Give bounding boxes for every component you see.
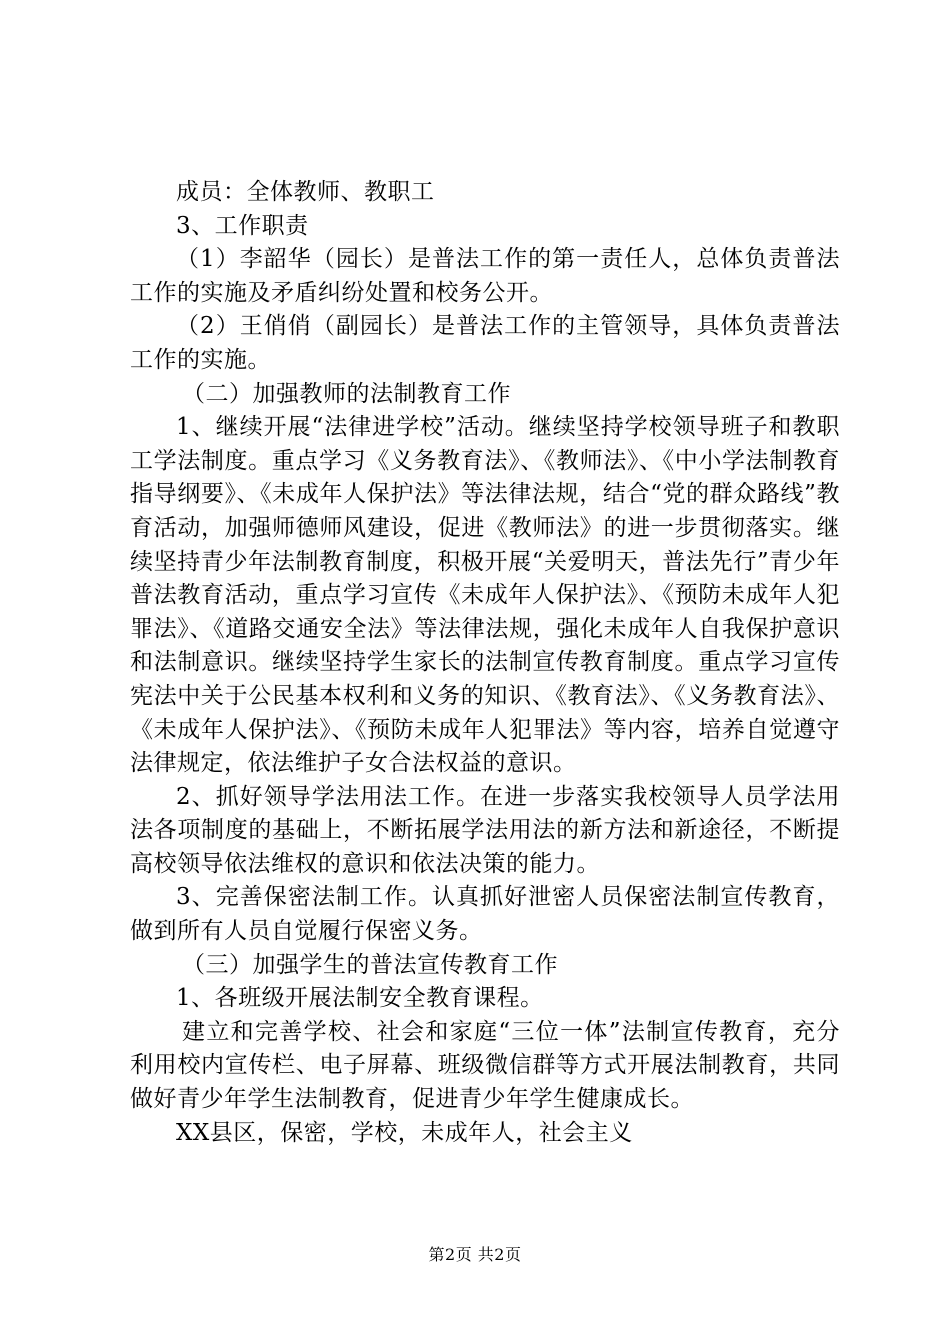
paragraph-confidentiality: 3、完善保密法制工作。认真抓好泄密人员保密法制宣传教育，做到所有人员自觉履行保密义务。 (130, 884, 840, 945)
page-number-footer: 第2页 共2页 (428, 1245, 522, 1264)
duty-item-2: （2）王俏俏（副园长）是普法工作的主管领导，具体负责普法工作的实施。 (130, 313, 840, 373)
duties-heading: 3、工作职责 (176, 212, 309, 239)
duty-item-1: （1）李韶华（园长）是普法工作的第一责任人，总体负责普法工作的实施及矛盾纠纷处置和校务公开。 (130, 246, 840, 306)
section-heading-2: （二）加强教师的法制教育工作 (182, 380, 511, 407)
paragraph-three-in-one: 建立和完善学校、社会和家庭“三位一体”法制宣传教育，充分利用校内宣传栏、电子屏幕、班级微信群等方式开展法制教育，共同做好青少年学生法制教育，促进青少年学生健康成长。 (130, 1018, 840, 1113)
members-line: 成员：全体教师、教职工 (176, 179, 435, 205)
paragraph-class-courses: 1、各班级开展法制安全教育课程。 (176, 985, 544, 1012)
paragraph-leadership-study: 2、抓好领导学法用法工作。在进一步落实我校领导人员学法用法各项制度的基础上，不断拓展学法用法的新方法和新途径，不断提高校领导依法维权的意识和依法决策的能力。 (130, 783, 840, 877)
keywords-line: XX县区，保密，学校，未成年人，社会主义 (176, 1119, 633, 1146)
document-body (130, 176, 840, 1150)
section-heading-3: （三）加强学生的普法宣传教育工作 (182, 951, 558, 978)
paragraph-law-into-school: 1、继续开展“法律进学校”活动。继续坚持学校领导班子和教职工学法制度。重点学习《义务教育法》、《教师法》、《中小学法制教育指导纲要》、《未成年人保护法》等法律法规，结合“党的群众路线”教育活动，加强师德师风建设，促进《教师法》的进一步贯彻落实。继续坚持青少年法制教育制度，积极开展“关爱明天，普法先行”青少年普法教育活动，重点学习宣传《未成年人保护法》、《预防未成年人犯罪法》、《道路交通安全法》等法律法规，强化未成年人自我保护意识和法制意识。继续坚持学生家长的法制宣传教育制度。重点学习宣传宪法中关于公民基本权利和义务的知识、《教育法》、《义务教育法》、《未成年人保护法》、《预防未成年人犯罪法》等内容，培养自觉遵守法律规定，依法维护子女合法权益的意识。 (130, 414, 840, 777)
